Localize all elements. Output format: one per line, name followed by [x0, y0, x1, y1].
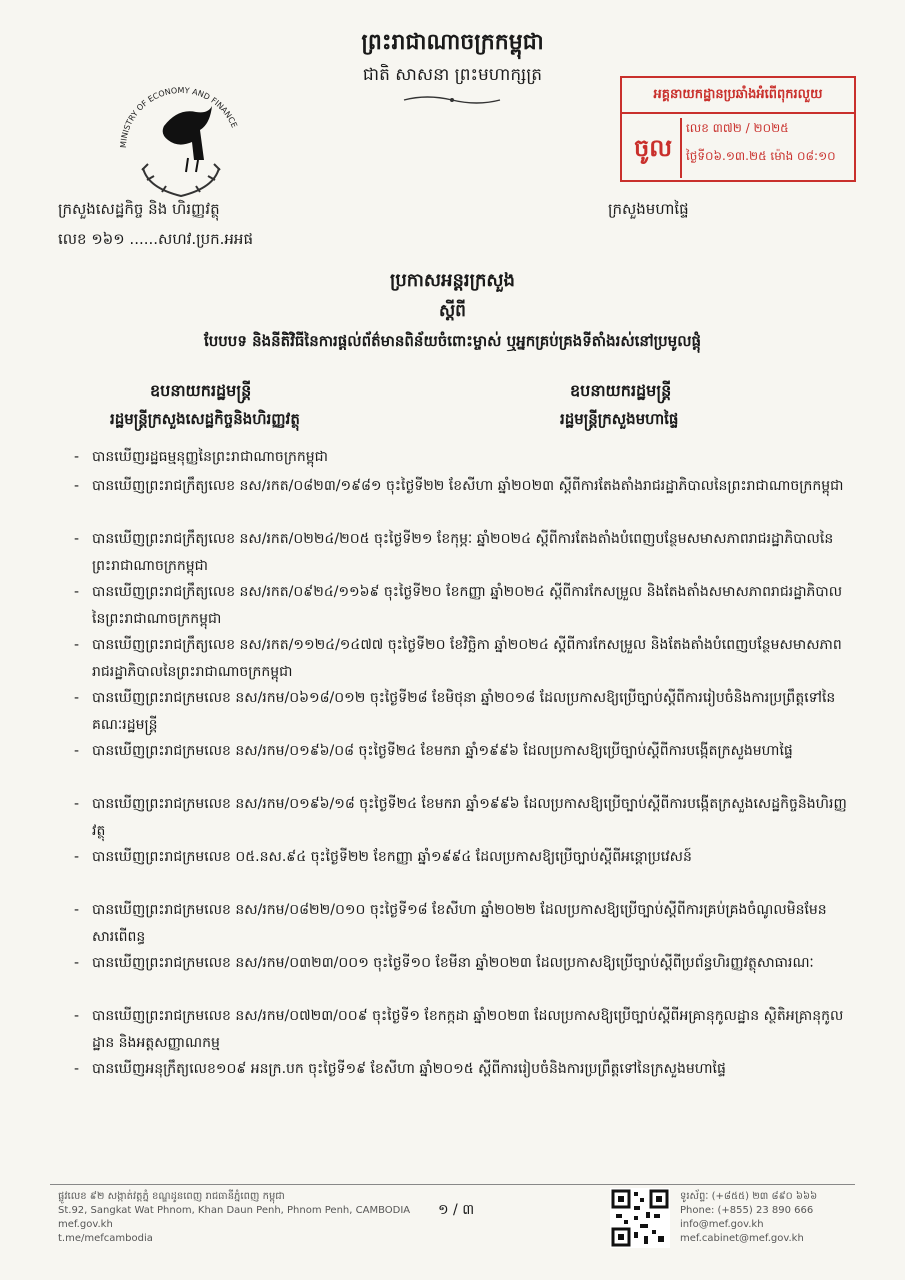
list-item: - បានឃើញព្រះរាជក្រមលេខ ០៥.នស.៩៤ ចុះថ្ងៃទី២២ ខែកញ្ញា ឆ្នាំ១៩៩៤ ដែលប្រកាសឱ្យប្រើច្បាប់ស្តីពីអន្តោប្រវេសន៍: [72, 844, 852, 897]
email-info[interactable]: info@mef.gov.kh: [680, 1219, 764, 1230]
received-stamp: [620, 76, 856, 182]
website-link[interactable]: mef.gov.kh: [58, 1219, 113, 1230]
list-item: - បានឃើញព្រះរាជក្រមលេខ នស/រកម/០៣២៣/០០១ ចុះថ្ងៃទី១០ ខែមីនា ឆ្នាំ២០២៣ ដែលប្រកាសឱ្យប្រើច្បាប់ស្តីពីប្រព័ន្ធហិរញ្ញវត្ថុសាធារណៈ: [72, 950, 852, 1003]
left-signatory-role: រដ្ឋមន្ត្រីក្រសួងសេដ្ឋកិច្ចនិងហិរញ្ញវត្ថុ: [110, 410, 300, 428]
flourish-ornament: [402, 94, 502, 106]
page-number: ១ / ៣: [438, 1202, 475, 1218]
list-item: - បានឃើញព្រះរាជក្រឹត្យលេខ នស/រកត/១១២៤/១៤៧៧ ចុះថ្ងៃទី២០ ខែវិច្ឆិកា ឆ្នាំ២០២៤ ស្តីពីការកែសម្រួល និងតែងតាំងបំពេញបន្ថែមសមាសភាពរាជរដ្ឋាភិបាលនៃព្រះរាជាណាចក្រកម្ពុជា: [72, 632, 852, 685]
list-item: - បានឃើញអនុក្រឹត្យលេខ១០៩ អនក្រ.បក ចុះថ្ងៃទី១៩ ខែសីហា ឆ្នាំ២០១៥ ស្តីពីការរៀបចំនិងការប្រព្រឹត្តទៅនៃក្រសួងមហាផ្ទៃ: [72, 1056, 852, 1109]
preamble-list: [72, 444, 852, 1109]
right-signatory-title: ឧបនាយករដ្ឋមន្ត្រី: [570, 381, 672, 400]
phone-en: Phone: (+855) 23 890 666: [680, 1205, 814, 1216]
logo-ring-text: MINISTRY OF ECONOMY AND FINANCE: [118, 85, 239, 149]
list-item: - បានឃើញព្រះរាជក្រមលេខ នស/រកម/០១៩៦/០៨ ចុះថ្ងៃទី២៤ ខែមករា ឆ្នាំ១៩៩៦ ដែលប្រកាសឱ្យប្រើច្បាប់ស្តីពីការបង្កើតក្រសួងមហាផ្ទៃ: [72, 738, 852, 791]
ministry-logo: [108, 68, 254, 212]
kingdom-heading: ព្រះរាជាណាចក្រកម្ពុជា: [361, 30, 544, 55]
footer-divider: [50, 1184, 855, 1185]
stamp-number: លេខ ៣៧២ / ២០២៥: [686, 121, 789, 135]
reference-number: លេខ ១៦១ ......សហវ.ប្រក.អអផ: [58, 230, 253, 248]
right-signatory-role: រដ្ឋមន្ត្រីក្រសួងមហាផ្ទៃ: [560, 410, 679, 428]
ministry-right-name: ក្រសួងមហាផ្ទៃ: [608, 200, 689, 218]
list-item: - បានឃើញព្រះរាជក្រមលេខ នស/រកម/០៦១៨/០១២ ចុះថ្ងៃទី២៨ ខែមិថុនា ឆ្នាំ២០១៨ ដែលប្រកាសឱ្យប្រើច្បាប់ស្តីពីការរៀបចំនិងការប្រព្រឹត្តទៅនៃគណៈរដ្ឋមន្ត្រី: [72, 685, 852, 738]
declaration-title: ប្រកាសអន្តរក្រសួង: [390, 270, 515, 291]
national-motto: ជាតិ សាសនា ព្រះមហាក្សត្រ: [362, 65, 543, 85]
list-item: - បានឃើញរដ្ឋធម្មនុញ្ញនៃព្រះរាជាណាចក្រកម្ពុជា: [72, 444, 852, 473]
telegram-link[interactable]: t.me/mefcambodia: [58, 1233, 153, 1244]
list-item: - បានឃើញព្រះរាជក្រមលេខ នស/រកម/០៧២៣/០០៩ ចុះថ្ងៃទី១ ខែកក្កដា ឆ្នាំ២០២៣ ដែលប្រកាសឱ្យប្រើច្បាប់ស្តីពីអគ្រានុកូលដ្ឋាន ស្ថិតិអគ្រានុកូលដ្ឋាន និងអត្តសញ្ញាណកម្ម: [72, 1003, 852, 1056]
footer-address: [58, 1190, 410, 1246]
qr-code-icon: [610, 1188, 670, 1248]
left-signatory-title: ឧបនាយករដ្ឋមន្ត្រី: [150, 381, 252, 400]
email-cabinet[interactable]: mef.cabinet@mef.gov.kh: [680, 1233, 804, 1244]
phone-kh: ទូរស័ព្ទៈ (+៨៥៥) ២៣ ៨៩០ ៦៦៦: [680, 1191, 818, 1202]
address-en: St.92, Sangkat Wat Phnom, Khan Daun Penh, Phnom Penh, CAMBODIA: [58, 1205, 411, 1216]
stamp-title: អគ្គនាយកដ្ឋានប្រឆាំងអំពើពុករលួយ: [622, 78, 854, 114]
ministry-left-name: ក្រសួងសេដ្ឋកិច្ច និង ហិរញ្ញវត្ថុ: [58, 200, 220, 218]
stamp-received-label: ចូល: [626, 118, 682, 178]
list-item: - បានឃើញព្រះរាជក្រឹត្យលេខ នស/រកត/០៩២៤/១១៦៩ ចុះថ្ងៃទី២០ ខែកញ្ញា ឆ្នាំ២០២៤ ស្តីពីការកែសម្រួល និងតែងតាំងសមាសភាពរាជរដ្ឋាភិបាលនៃព្រះរាជាណាចក្រកម្ពុជា: [72, 579, 852, 632]
list-item: - បានឃើញព្រះរាជក្រឹត្យលេខ នស/រកត/០២២៤/២០៥ ចុះថ្ងៃទី២១ ខែកុម្ភៈ ឆ្នាំ២០២៤ ស្តីពីការតែងតាំងបំពេញបន្ថែមសមាសភាពរាជរដ្ឋាភិបាលនៃព្រះរាជាណាចក្រកម្ពុជា: [72, 526, 852, 579]
declaration-about: ស្តីពី: [439, 301, 466, 321]
list-item: - បានឃើញព្រះរាជក្រមលេខ នស/រកម/០១៩៦/១៨ ចុះថ្ងៃទី២៤ ខែមករា ឆ្នាំ១៩៩៦ ដែលប្រកាសឱ្យប្រើច្បាប់ស្តីពីការបង្កើតក្រសួងសេដ្ឋកិច្ចនិងហិរញ្ញវត្ថុ: [72, 791, 852, 844]
stamp-datetime: ថ្ងៃទី០៦.១៣.២៥ ម៉ោង ០៨:១០: [686, 149, 836, 163]
list-item: - បានឃើញព្រះរាជក្រឹត្យលេខ នស/រកត/០៨២៣/១៩៨១ ចុះថ្ងៃទី២២ ខែសីហា ឆ្នាំ២០២៣ ស្តីពីការតែងតាំងរាជរដ្ឋាភិបាលនៃព្រះរាជាណាចក្រកម្ពុជា: [72, 473, 852, 526]
footer-contact: [680, 1190, 817, 1246]
declaration-subject: បែបបទ និងនីតិវិធីនៃការផ្តល់ព័ត៌មានពិន័យចំពោះម្ចាស់ ឬអ្នកគ្រប់គ្រងទីតាំងរស់នៅប្រមូលផ្តុំ: [204, 332, 701, 350]
list-item: - បានឃើញព្រះរាជក្រមលេខ នស/រកម/០៨២២/០១០ ចុះថ្ងៃទី១៨ ខែសីហា ឆ្នាំ២០២២ ដែលប្រកាសឱ្យប្រើច្បាប់ស្តីពីការគ្រប់គ្រងចំណូលមិនមែនសារពើពន្ធ: [72, 897, 852, 950]
address-kh: ផ្លូវលេខ ៩២ សង្កាត់វត្តភ្នំ ខណ្ឌដូនពេញ រាជធានីភ្នំពេញ កម្ពុជា: [58, 1191, 285, 1202]
